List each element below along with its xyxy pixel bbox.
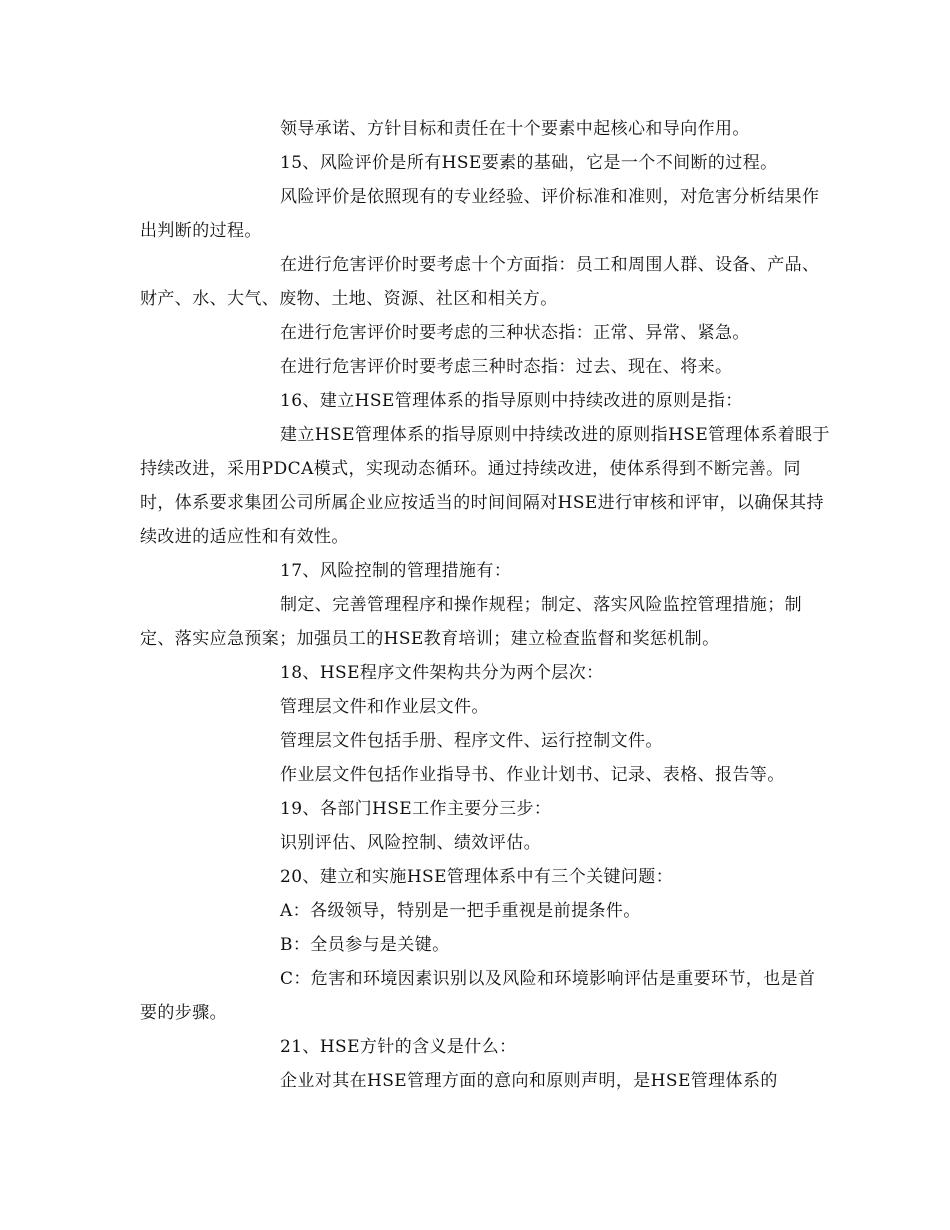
paragraph: 在进行危害评价时要考虑三种时态指：过去、现在、将来。	[280, 357, 733, 377]
paragraph: 领导承诺、方针目标和责任在十个要素中起核心和导向作用。	[280, 119, 750, 139]
paragraph: 制定、完善管理程序和操作规程；制定、落实风险监控管理措施；制定、落实应急预案；加强员工的HSE教育培训；建立检查监督和奖惩机制。	[140, 595, 802, 649]
paragraph: 识别评估、风险控制、绩效评估。	[280, 833, 541, 853]
paragraph: 企业对其在HSE管理方面的意向和原则声明，是HSE管理体系的	[280, 1071, 778, 1091]
paragraph: B：全员参与是关键。	[280, 935, 450, 955]
paragraph: 风险评价是依照现有的专业经验、评价标准和准则，对危害分析结果作出判断的过程。	[140, 187, 820, 241]
paragraph: 在进行危害评价时要考虑的三种状态指：正常、异常、紧急。	[280, 323, 750, 343]
paragraph: 15、风险评价是所有HSE要素的基础，它是一个不间断的过程。	[280, 153, 778, 173]
paragraph: 16、建立HSE管理体系的指导原则中持续改进的原则是指：	[280, 391, 743, 411]
paragraph: 21、HSE方针的含义是什么：	[280, 1037, 517, 1057]
paragraph: C：危害和环境因素识别以及风险和环境影响评估是重要环节，也是首要的步骤。	[140, 969, 816, 1023]
paragraph: 18、HSE程序文件架构共分为两个层次：	[280, 663, 604, 683]
paragraph: 管理层文件包括手册、程序文件、运行控制文件。	[280, 731, 663, 751]
paragraph: 17、风险控制的管理措施有：	[280, 561, 512, 581]
paragraph: 作业层文件包括作业指导书、作业计划书、记录、表格、报告等。	[280, 765, 785, 785]
paragraph: A：各级领导，特别是一把手重视是前提条件。	[280, 901, 641, 921]
paragraph: 建立HSE管理体系的指导原则中持续改进的原则指HSE管理体系着眼于持续改进，采用PDCA模式，实现动态循环。通过持续改进，使体系得到不断完善。同时，体系要求集团公司所属企业应按适当的时间间隔对HSE进行审核和评审，以确保其持续改进的适应性和有效性。	[140, 425, 830, 547]
paragraph: 管理层文件和作业层文件。	[280, 697, 489, 717]
paragraph: 20、建立和实施HSE管理体系中有三个关键问题：	[280, 867, 674, 887]
paragraph: 在进行危害评价时要考虑十个方面指：员工和周围人群、设备、产品、财产、水、大气、废物、土地、资源、社区和相关方。	[140, 255, 820, 309]
document-body	[140, 112, 830, 1098]
paragraph: 19、各部门HSE工作主要分三步：	[280, 799, 552, 819]
